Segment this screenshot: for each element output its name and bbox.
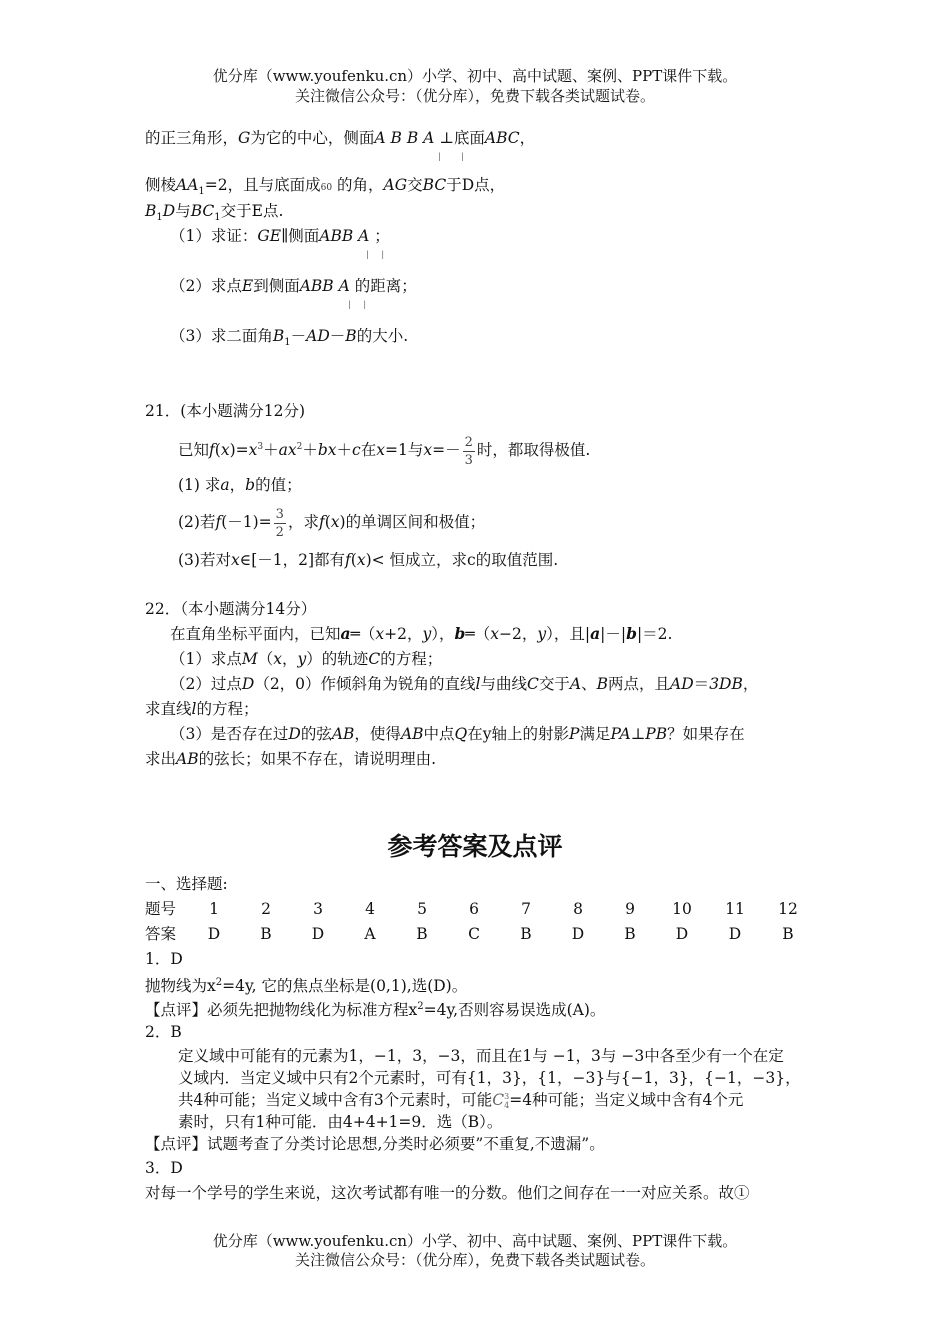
question-number-cell: 7 <box>521 900 531 918</box>
answer-letter-cell: D <box>571 925 585 943</box>
row-label-answers: 答案 <box>145 925 177 943</box>
q20-line-3: $B_1D$与$BC_1$交于E点. <box>145 202 284 224</box>
answer-1-head: 1．D <box>145 950 183 968</box>
answer-2-line-1: 定义域中可能有的元素为1，−1，3，−3，而且在1与 −1，3与 −3中各至少有一个在定 <box>178 1047 784 1065</box>
q22-part-3-cont: 求出AB的弦长；如果不存在，请说明理由. <box>145 750 437 768</box>
question-number-cell: 9 <box>625 900 635 918</box>
q20-part-1: （1）求证：GE∥侧面ABB A ； <box>170 227 390 245</box>
q22-part-1: （1）求点M（x，y）的轨迹C的方程； <box>170 650 443 668</box>
q20-part-3: （3）求二面角$B_1-AD-B$的大小. <box>170 327 409 349</box>
footer-line-2: 关注微信公众号：（优分库），免费下载各类试题试卷。 <box>294 1251 655 1269</box>
question-number-cell: 11 <box>725 900 745 918</box>
q21-statement: 已知$f(x)=x^3+ax^2+bx+c$在x=1与x=－ $\frac{2}{3}$ 时，都取得极值. <box>178 434 591 468</box>
face-subscript-marks: | | <box>438 152 464 161</box>
answer-3-line-1: 对每一个学号的学生来说，这次考试都有唯一的分数。他们之间存在一一对应关系。故① <box>145 1184 750 1202</box>
question-number-cell: 8 <box>573 900 583 918</box>
q22-part-2-cont: 求直线l的方程； <box>145 700 259 718</box>
fraction-2-3: $\frac{2}{3}$ <box>464 434 473 468</box>
question-number-cell: 3 <box>313 900 323 918</box>
answer-letter-cell: B <box>416 925 428 943</box>
q22-heading: 22．（本小题满分14分） <box>145 600 317 618</box>
answer-letter-cell: C <box>468 925 480 943</box>
row-label-numbers: 题号 <box>145 900 177 918</box>
header-line-1: 优分库（www.youfenku.cn）小学、初中、高中试题、案例、PPT课件下载。 <box>212 67 738 85</box>
question-number-cell: 1 <box>209 900 219 918</box>
question-number-cell: 5 <box>417 900 427 918</box>
answer-1-text: 抛物线为$x^2=4y$, 它的焦点坐标是(0,1),选(D)。 <box>145 977 468 996</box>
answer-letter-cell: D <box>728 925 742 943</box>
q20-line-1: 的正三角形，G为它的中心，侧面A B B A ⊥底面ABC， <box>145 129 536 147</box>
question-number-cell: 4 <box>365 900 375 918</box>
answer-letter-cell: B <box>520 925 532 943</box>
footer-line-1: 优分库（www.youfenku.cn）小学、初中、高中试题、案例、PPT课件下载。 <box>212 1232 738 1250</box>
answers-title: 参考答案及点评 <box>387 832 563 861</box>
answer-2-comment: 【点评】试题考查了分类讨论思想,分类时必须要”不重复,不遗漏”。 <box>145 1135 605 1153</box>
answer-letter-cell: B <box>624 925 636 943</box>
q21-part-1: (1) 求a，b的值； <box>178 476 302 494</box>
answer-2-line-3: 共4种可能；当定义域中含有3个元素时，可能C 3 4 =4种可能；当定义域中含有4个元 <box>178 1091 744 1110</box>
answer-letter-cell: D <box>207 925 221 943</box>
answer-letter-cell: D <box>311 925 325 943</box>
answer-3-head: 3．D <box>145 1159 183 1177</box>
header-line-2: 关注微信公众号：（优分库），免费下载各类试题试卷。 <box>294 87 655 105</box>
q22-part-3: （3）是否存在过D的弦AB，使得AB中点Q在y轴上的射影P满足PA⊥PB？如果存在 <box>170 725 745 743</box>
q22-statement: 在直角坐标平面内，已知a═（x+2，y），b═（x−2，y），且|a|－|b|＝2. <box>170 624 673 643</box>
q21-part-2: (2)若f(－1)= $\frac{3}{2}$ ，求f(x)的单调区间和极值； <box>178 506 486 540</box>
question-number-cell: 2 <box>261 900 271 918</box>
q21-heading: 21．(本小题满分12分) <box>145 402 306 420</box>
answer-2-head: 2．B <box>145 1023 182 1041</box>
answer-letter-cell: D <box>675 925 689 943</box>
question-number-cell: 6 <box>469 900 479 918</box>
answer-letter-cell: B <box>782 925 794 943</box>
q22-part-2: （2）过点D（2，0）作倾斜角为锐角的直线l与曲线C交于A、B两点，且AD＝3DB， <box>170 675 759 693</box>
q20-part-2: （2）求点E到侧面ABB A 的距离； <box>170 277 417 295</box>
answer-2-line-4: 素时，只有1种可能．由4+4+1=9．选（B）。 <box>178 1113 503 1131</box>
answer-2-line-2: 义域内．当定义域中只有2个元素时，可有{1，3}，{1，−3}与{−1，3}，{−1，−3}， <box>178 1069 801 1087</box>
question-number-cell: 10 <box>672 900 692 918</box>
answer-letter-cell: A <box>364 925 376 943</box>
fraction-3-2: $\frac{3}{2}$ <box>275 506 284 540</box>
answer-1-comment: 【点评】必须先把抛物线化为标准方程$x^2=4y$,否则容易误选成(A)。 <box>145 1001 606 1020</box>
answer-letter-cell: B <box>260 925 272 943</box>
q21-part-3: (3)若对x∈[－1，2]都有f(x)< 恒成立，求c的取值范围. <box>178 551 559 569</box>
section-heading: 一、选择题: <box>145 875 228 893</box>
q20-line-2: 侧棱$AA_1=2$，且与底面成60 的角，AG交BC于D点， <box>145 176 506 198</box>
question-number-cell: 12 <box>778 900 798 918</box>
